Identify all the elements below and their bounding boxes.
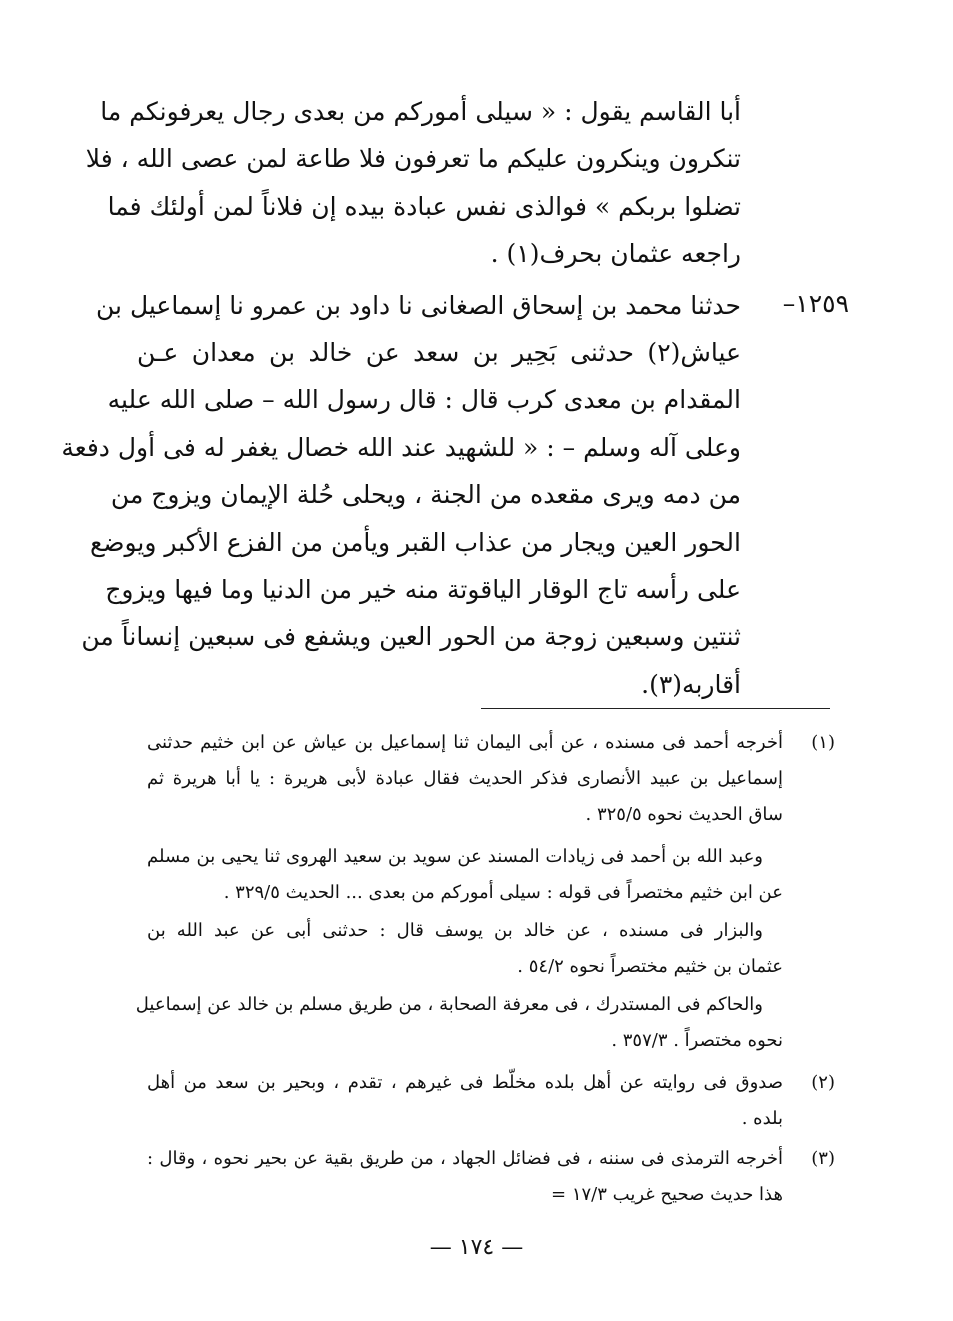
footnote-line: عثمان بن خثيم مختصراً نحوه ٥٤/٢ . [517,956,783,977]
footnote-line: ساق الحديث نحوه ٣٢٥/٥ . [585,804,783,825]
text-line: أبا القاسم يقول : « سيلى أموركم من بعدى رجال يعرفونكم ما [100,97,741,126]
hadith-line: من دمه ويرى مقعده من الجنة ، ويحلى حُلة الإيمان ويزوج من [110,480,741,510]
hadith-line: ثنتين وسبعين زوجة من الحور العين ويشفع فى سبعين إنساناً من [81,622,741,652]
footnote-line: أخرجه الترمذى فى سننه ، فى فضائل الجهاد ، من طريق بقية عن بحير نحوه ، وقال : [147,1148,783,1169]
page-number: — ١٧٤ — [429,1235,524,1260]
footnote-number: (١) [811,732,835,753]
hadith-line: أقاربه(٣). [641,669,741,699]
footnote-separator [481,708,830,709]
hadith-number: ١٢٥٩– [782,289,849,318]
hadith-line: عياش(٢) حدثنى بَحِير بن سعد عن خالد بن معدان عـن [137,337,741,367]
footnote-line: نحوه مختصراً . ٣٥٧/٣ . [611,1030,783,1051]
main-text-block [61,88,741,708]
footnote-line: وعبد الله بن أحمد فى زيادات المسند عن سويد بن سعيد الهروى ثنا يحيى بن مسلم [147,846,764,867]
text-line: راجعه عثمان بحرف(١) . [490,239,741,269]
text-line: تنكرون وينكرون عليكم ما تعرفون فلا طاعة لمن عصى الله ، فلا [85,144,741,174]
footnote-line: هذا حديث صحيح غريب ١٧/٣ = [551,1184,783,1205]
hadith-line: حدثنا محمد بن إسحاق الصغانى نا داود بن عمرو نا إسماعيل بن [96,290,741,320]
footnote-line: عن ابن خثيم مختصراً فى قوله : سيلى أموركم من بعدى ... الحديث ٣٢٩/٥ . [223,882,783,903]
hadith-line: الحور العين ويجار من عذاب القبر ويأمن من الفزع الأكبر ويوضع [89,527,741,557]
footnote-line: إسماعيل بن عبيد الأنصارى فذكر الحديث فقال عبادة لأبى هريرة : يا أبا هريرة ثم [147,768,783,789]
footnote-line: والبزار فى مسنده ، عن خالد بن يوسف قال : حدثنى أبى عن عبد الله بن [147,920,763,941]
footnote-number: (٢) [811,1072,835,1093]
hadith-line: على رأسه تاج الوقار الياقوتة منه خير من الدنيا وما فيها ويزوج [105,574,741,604]
text-line: تضلوا بربكم » فوالذى نفس عبادة بيده إن فلاناً لمن أولئك فما [107,191,741,221]
hadith-line: المقدام بن معدى كرب قال : قال رسول الله – صلى الله عليه [107,385,741,415]
hadith-line: وعلى آله وسلم – : « للشهيد عند الله خصال يغفر له فى أول دفعة [61,432,741,462]
footnote-number: (٣) [811,1148,835,1169]
footnote-line: صدوق فى روايته عن أهل بلده مخلّط فى غيرهم ، تقدم ، وبحير بن سعد من أهل [147,1072,783,1093]
footnote-line: والحاكم فى المستدرك ، فى معرفة الصحابة ، من طريق مسلم بن خالد عن إسماعيل [135,994,763,1015]
footnote-line: بلده . [741,1108,783,1129]
footnote-line: أخرجه أحمد فى مسنده ، عن أبى اليمان ثنا إسماعيل بن عياش عن ابن خثيم حدثنى [147,732,783,753]
